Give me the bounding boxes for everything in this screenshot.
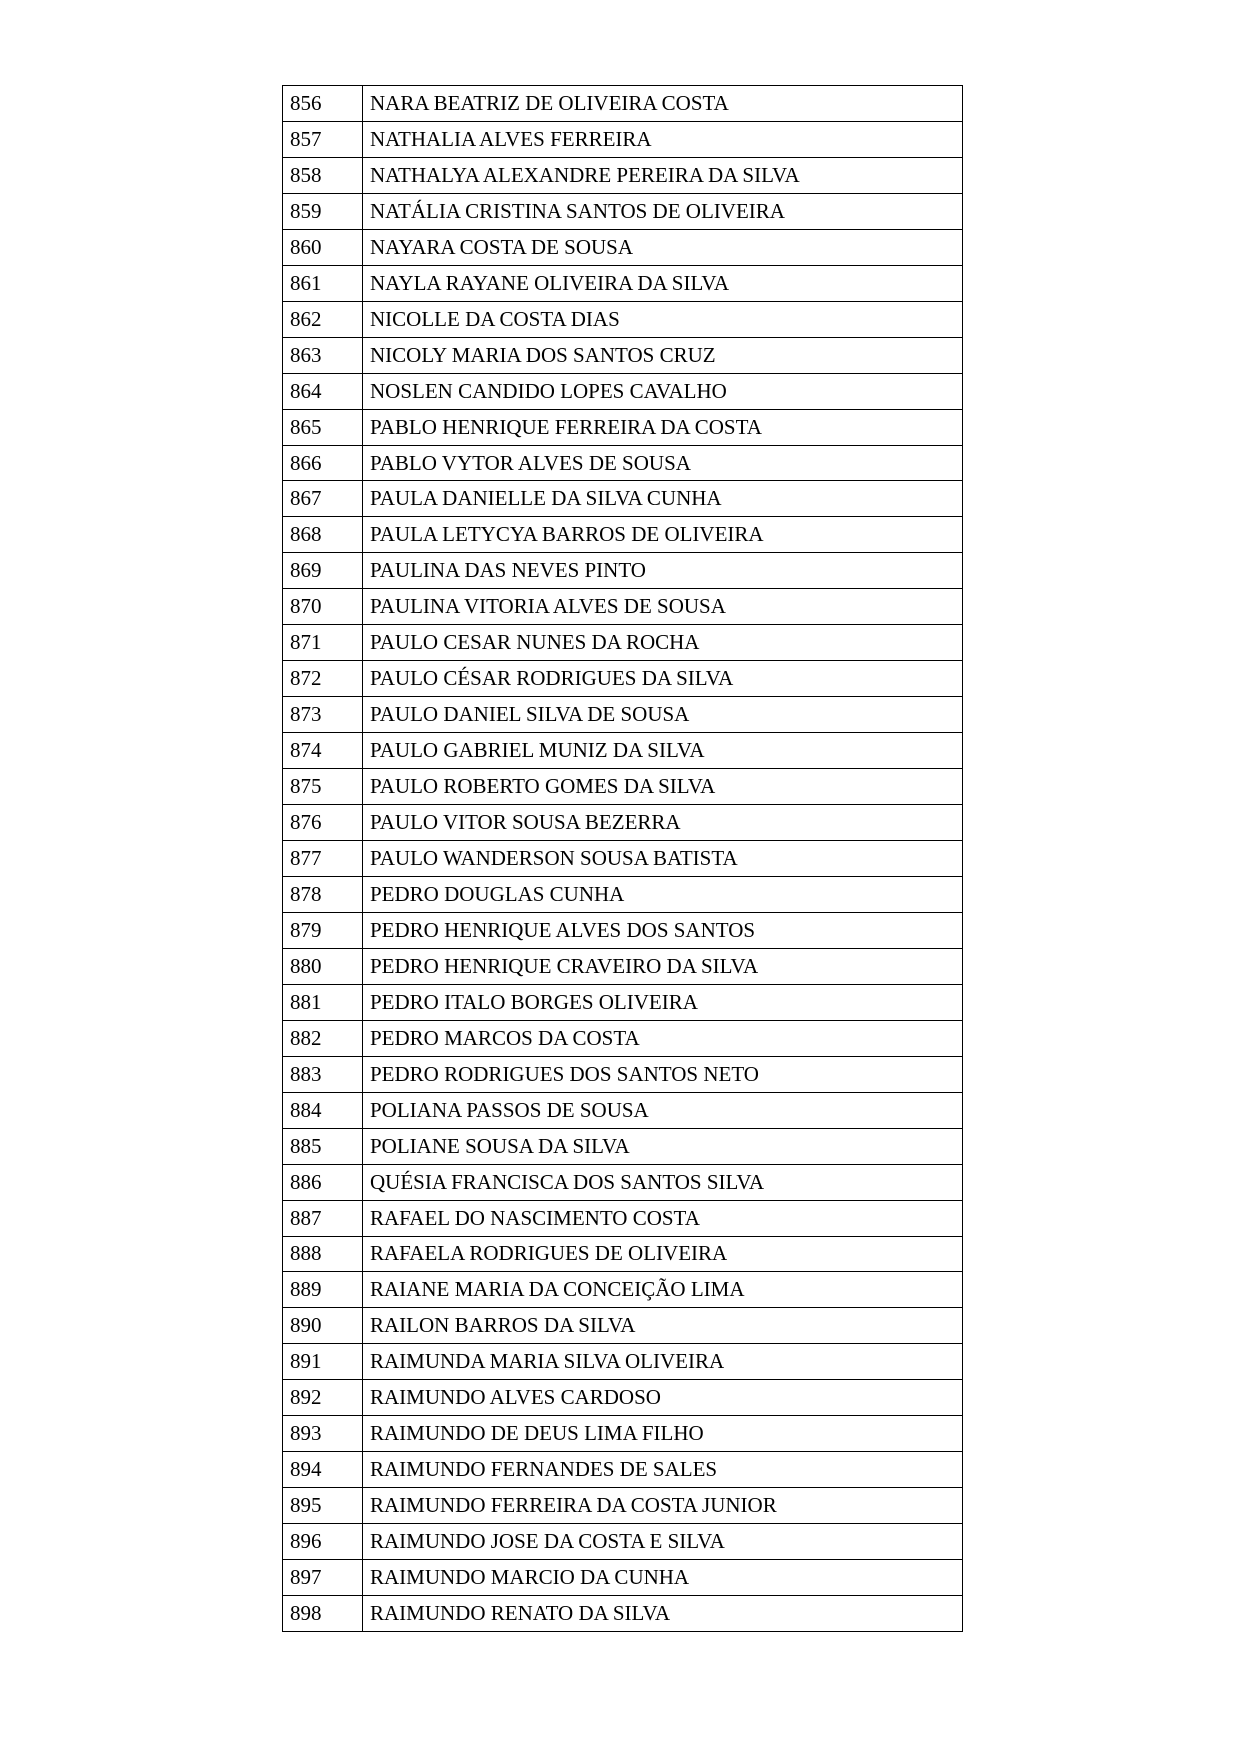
table-row (283, 589, 963, 625)
table-row (283, 517, 963, 553)
table-row (283, 769, 963, 805)
row-number-cell: 893 (283, 1416, 363, 1452)
table-row (283, 229, 963, 265)
table-row (283, 121, 963, 157)
row-number-cell: 897 (283, 1560, 363, 1596)
row-name-cell: PEDRO HENRIQUE CRAVEIRO DA SILVA (363, 948, 963, 984)
row-number-cell: 892 (283, 1380, 363, 1416)
row-name-cell: PAULO DANIEL SILVA DE SOUSA (363, 697, 963, 733)
row-name-cell: RAFAEL DO NASCIMENTO COSTA (363, 1200, 963, 1236)
row-name-cell: RAILON BARROS DA SILVA (363, 1308, 963, 1344)
row-number-cell: 895 (283, 1488, 363, 1524)
row-number-cell: 858 (283, 157, 363, 193)
row-number-cell: 875 (283, 769, 363, 805)
row-number-cell: 863 (283, 337, 363, 373)
row-name-cell: RAIMUNDO ALVES CARDOSO (363, 1380, 963, 1416)
row-name-cell: RAIMUNDO FERREIRA DA COSTA JUNIOR (363, 1488, 963, 1524)
table-row (283, 805, 963, 841)
row-number-cell: 898 (283, 1596, 363, 1632)
table-row (283, 1056, 963, 1092)
table-row (283, 1488, 963, 1524)
table-row (283, 1380, 963, 1416)
row-number-cell: 861 (283, 265, 363, 301)
row-number-cell: 891 (283, 1344, 363, 1380)
table-row (283, 948, 963, 984)
table-row (283, 661, 963, 697)
row-number-cell: 859 (283, 193, 363, 229)
row-number-cell: 856 (283, 86, 363, 122)
table-row (283, 553, 963, 589)
table-row (283, 157, 963, 193)
table-row (283, 481, 963, 517)
row-number-cell: 880 (283, 948, 363, 984)
row-name-cell: NICOLY MARIA DOS SANTOS CRUZ (363, 337, 963, 373)
row-name-cell: RAFAELA RODRIGUES DE OLIVEIRA (363, 1236, 963, 1272)
row-name-cell: PAULO GABRIEL MUNIZ DA SILVA (363, 733, 963, 769)
row-name-cell: RAIMUNDA MARIA SILVA OLIVEIRA (363, 1344, 963, 1380)
row-number-cell: 874 (283, 733, 363, 769)
row-name-cell: PAULO CÉSAR RODRIGUES DA SILVA (363, 661, 963, 697)
name-list-body (283, 86, 963, 1632)
row-name-cell: QUÉSIA FRANCISCA DOS SANTOS SILVA (363, 1164, 963, 1200)
table-row (283, 445, 963, 481)
row-number-cell: 862 (283, 301, 363, 337)
row-number-cell: 878 (283, 876, 363, 912)
table-row (283, 841, 963, 877)
row-name-cell: PEDRO HENRIQUE ALVES DOS SANTOS (363, 912, 963, 948)
row-number-cell: 866 (283, 445, 363, 481)
row-name-cell: NATHALIA ALVES FERREIRA (363, 121, 963, 157)
row-number-cell: 867 (283, 481, 363, 517)
table-row (283, 373, 963, 409)
row-number-cell: 857 (283, 121, 363, 157)
row-number-cell: 889 (283, 1272, 363, 1308)
row-number-cell: 877 (283, 841, 363, 877)
row-name-cell: PAULO WANDERSON SOUSA BATISTA (363, 841, 963, 877)
row-name-cell: RAIMUNDO RENATO DA SILVA (363, 1596, 963, 1632)
table-row (283, 1092, 963, 1128)
row-name-cell: PEDRO DOUGLAS CUNHA (363, 876, 963, 912)
row-name-cell: PEDRO MARCOS DA COSTA (363, 1020, 963, 1056)
table-row (283, 984, 963, 1020)
row-name-cell: PABLO HENRIQUE FERREIRA DA COSTA (363, 409, 963, 445)
row-name-cell: NOSLEN CANDIDO LOPES CAVALHO (363, 373, 963, 409)
row-name-cell: PAULO VITOR SOUSA BEZERRA (363, 805, 963, 841)
table-row (283, 1344, 963, 1380)
row-number-cell: 865 (283, 409, 363, 445)
table-row (283, 1524, 963, 1560)
name-list-table (282, 85, 963, 1632)
row-number-cell: 879 (283, 912, 363, 948)
table-row (283, 337, 963, 373)
row-name-cell: PAULA LETYCYA BARROS DE OLIVEIRA (363, 517, 963, 553)
row-number-cell: 887 (283, 1200, 363, 1236)
table-row (283, 1128, 963, 1164)
row-number-cell: 868 (283, 517, 363, 553)
table-row (283, 1164, 963, 1200)
row-name-cell: RAIMUNDO MARCIO DA CUNHA (363, 1560, 963, 1596)
row-number-cell: 884 (283, 1092, 363, 1128)
row-number-cell: 860 (283, 229, 363, 265)
row-number-cell: 864 (283, 373, 363, 409)
table-row (283, 1272, 963, 1308)
row-name-cell: NICOLLE DA COSTA DIAS (363, 301, 963, 337)
table-row (283, 265, 963, 301)
row-number-cell: 888 (283, 1236, 363, 1272)
row-name-cell: NATÁLIA CRISTINA SANTOS DE OLIVEIRA (363, 193, 963, 229)
row-name-cell: NAYLA RAYANE OLIVEIRA DA SILVA (363, 265, 963, 301)
row-name-cell: RAIMUNDO FERNANDES DE SALES (363, 1452, 963, 1488)
row-name-cell: RAIANE MARIA DA CONCEIÇÃO LIMA (363, 1272, 963, 1308)
row-number-cell: 871 (283, 625, 363, 661)
row-number-cell: 886 (283, 1164, 363, 1200)
table-row (283, 697, 963, 733)
row-name-cell: PAULO ROBERTO GOMES DA SILVA (363, 769, 963, 805)
row-name-cell: POLIANE SOUSA DA SILVA (363, 1128, 963, 1164)
table-row (283, 193, 963, 229)
row-name-cell: PAULO CESAR NUNES DA ROCHA (363, 625, 963, 661)
row-name-cell: RAIMUNDO DE DEUS LIMA FILHO (363, 1416, 963, 1452)
row-name-cell: PAULA DANIELLE DA SILVA CUNHA (363, 481, 963, 517)
row-number-cell: 896 (283, 1524, 363, 1560)
table-row (283, 1020, 963, 1056)
row-number-cell: 870 (283, 589, 363, 625)
row-name-cell: PAULINA DAS NEVES PINTO (363, 553, 963, 589)
table-row (283, 625, 963, 661)
table-row (283, 1200, 963, 1236)
row-number-cell: 881 (283, 984, 363, 1020)
table-row (283, 1560, 963, 1596)
table-row (283, 301, 963, 337)
row-name-cell: POLIANA PASSOS DE SOUSA (363, 1092, 963, 1128)
table-row (283, 912, 963, 948)
table-row (283, 1416, 963, 1452)
row-number-cell: 890 (283, 1308, 363, 1344)
table-row (283, 1452, 963, 1488)
table-row (283, 1236, 963, 1272)
row-name-cell: NATHALYA ALEXANDRE PEREIRA DA SILVA (363, 157, 963, 193)
row-name-cell: RAIMUNDO JOSE DA COSTA E SILVA (363, 1524, 963, 1560)
row-number-cell: 883 (283, 1056, 363, 1092)
table-row (283, 409, 963, 445)
row-name-cell: PEDRO ITALO BORGES OLIVEIRA (363, 984, 963, 1020)
row-number-cell: 882 (283, 1020, 363, 1056)
row-number-cell: 885 (283, 1128, 363, 1164)
table-row (283, 86, 963, 122)
row-number-cell: 876 (283, 805, 363, 841)
row-name-cell: PAULINA VITORIA ALVES DE SOUSA (363, 589, 963, 625)
row-number-cell: 873 (283, 697, 363, 733)
row-name-cell: NAYARA COSTA DE SOUSA (363, 229, 963, 265)
row-number-cell: 869 (283, 553, 363, 589)
table-row (283, 876, 963, 912)
row-number-cell: 872 (283, 661, 363, 697)
table-row (283, 733, 963, 769)
row-name-cell: PEDRO RODRIGUES DOS SANTOS NETO (363, 1056, 963, 1092)
table-row (283, 1308, 963, 1344)
row-name-cell: NARA BEATRIZ DE OLIVEIRA COSTA (363, 86, 963, 122)
table-row (283, 1596, 963, 1632)
row-number-cell: 894 (283, 1452, 363, 1488)
row-name-cell: PABLO VYTOR ALVES DE SOUSA (363, 445, 963, 481)
